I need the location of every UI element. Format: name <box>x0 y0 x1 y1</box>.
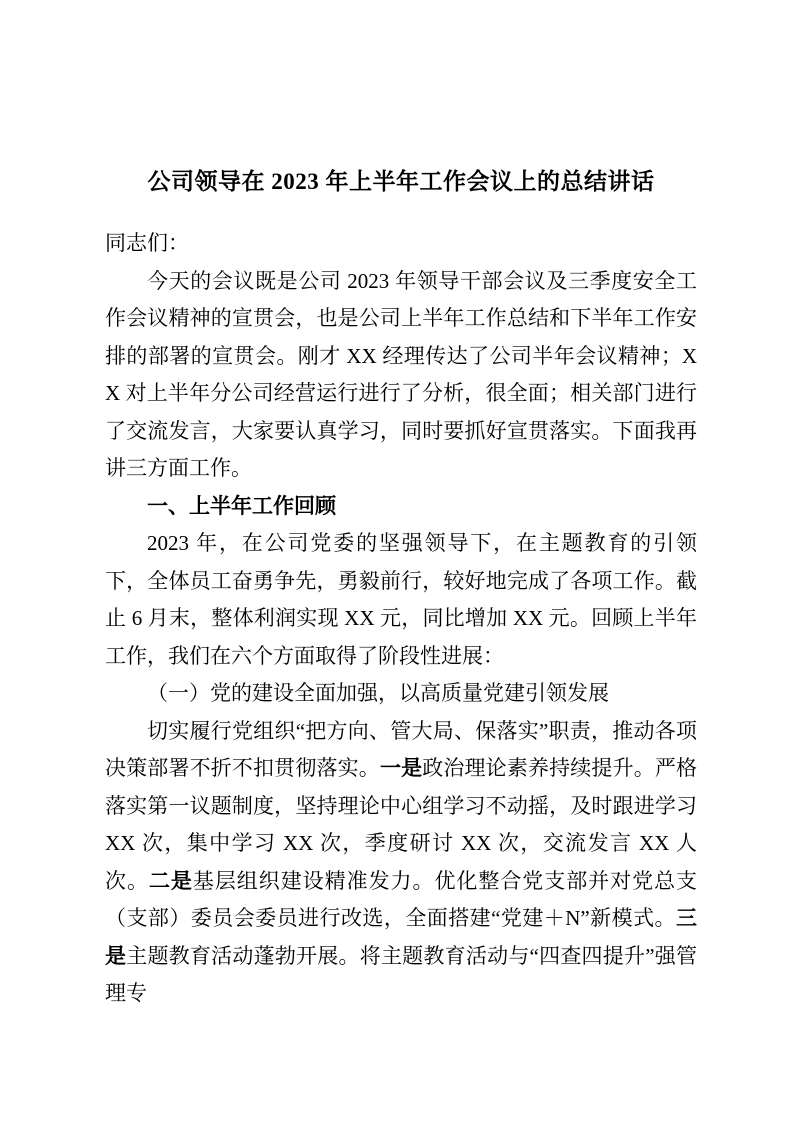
bold-emphasis-run: 三是 <box>105 906 697 968</box>
paragraph <box>105 225 697 263</box>
text-run: （一）党的建设全面加强，以高质量党建引领发展 <box>147 681 609 705</box>
document-title: 公司领导在 2023 年上半年工作会议上的总结讲话 <box>147 169 655 194</box>
document-body <box>105 225 697 1013</box>
section-heading <box>105 488 697 526</box>
text-run: 切实履行党组织“把方向、管大局、保落实”职责，推动各项决策部署不折不扣贯彻落实。 <box>105 718 697 780</box>
paragraph <box>105 713 697 1013</box>
paragraph <box>105 675 697 713</box>
paragraph <box>105 525 697 675</box>
bold-emphasis-run: 一、上半年工作回顾 <box>147 493 336 518</box>
text-run: 基层组织建设精准发力。优化整合党支部并对党总支（支部）委员会委员进行改选，全面搭建“党建＋N”新模式。 <box>105 868 698 930</box>
text-run: 2023 年，在公司党委的坚强领导下，在主题教育的引领下，全体员工奋勇争先，勇毅前行，较好地完成了各项工作。截止 6 月末，整体利润实现 XX 元，同比增加 XX 元。回顾上半年工作，我们在六个方面取得了阶段性进展： <box>105 531 697 668</box>
bold-emphasis-run: 二是 <box>148 868 193 893</box>
bold-emphasis-run: 一是 <box>379 756 423 780</box>
text-run: 同志们： <box>105 231 189 255</box>
text-run: 主题教育活动蓬勃开展。将主题教育活动与“四查四提升”强管理专 <box>105 943 698 1005</box>
text-run: 今天的会议既是公司 2023 年领导干部会议及三季度安全工作会议精神的宣贯会，也是公司上半年工作总结和下半年工作安排的部署的宣贯会。刚才 XX 经理传达了公司半年会议精神；XX 对上半年分公司经营运行进行了分析，很全面；相关部门进行了交流发言，大家要认真学习，同时要抓好宣贯落实。下面我再讲三方面工作。 <box>105 268 697 480</box>
paragraph <box>105 263 697 488</box>
text-run: 政治理论素养持续提升。严格落实第一议题制度，坚持理论中心组学习不动摇，及时跟进学习 XX 次，集中学习 XX 次，季度研讨 XX 次，交流发言 XX 人次。 <box>105 756 698 893</box>
